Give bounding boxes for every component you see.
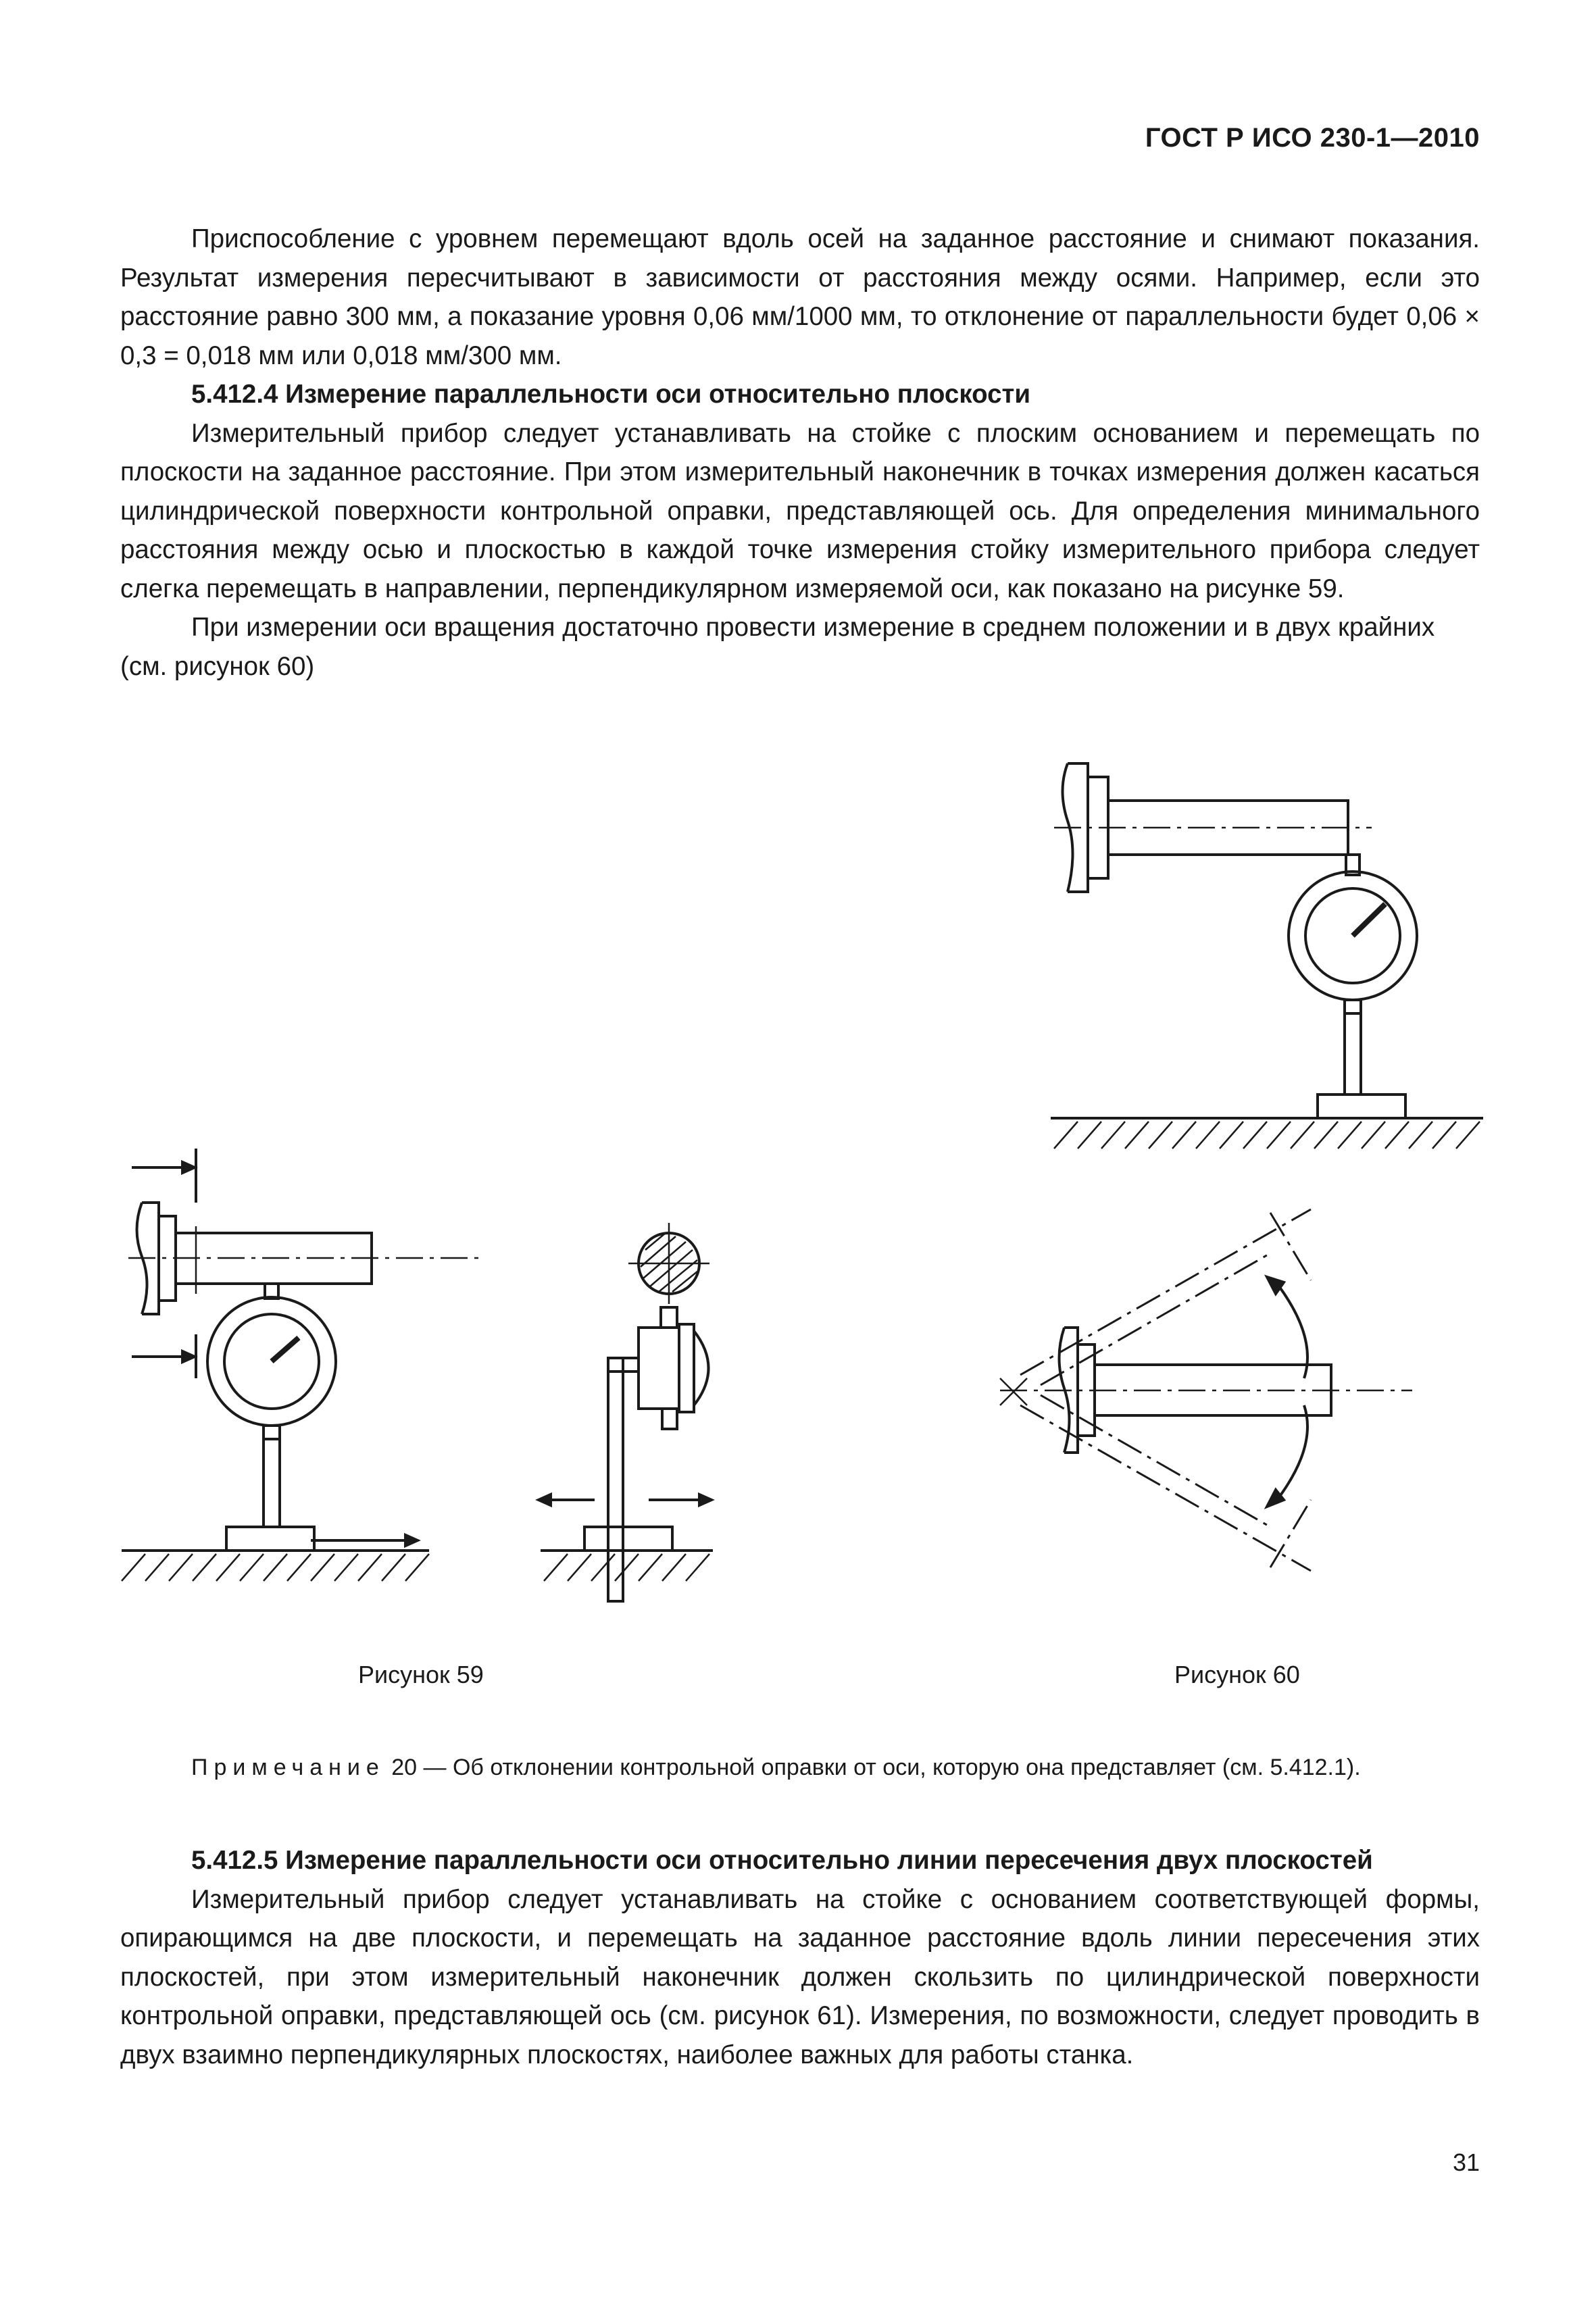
note-text: 20 — Об отклонении контрольной оправки от оси, которую она представляет (см. 5.412.1). <box>391 1755 1361 1780</box>
heading-5-412-5: 5.412.5 Измерение параллельности оси относительно линии пересечения двух плоскостей <box>191 1846 1373 1875</box>
bottom-text-block <box>120 1841 1480 2074</box>
paragraph-5-412-4-a: Измерительный прибор следует устанавливать на стойке с плоским основанием и перемещать по плоскости на заданное расстояние. При этом измерительный наконечник в точках измерения должен касаться цилиндрической поверхности контрольной оправки, представляющей ось. Для определения минимального расстояния между осью и плоскостью в каждой точке измерения стойку измерительного прибора следует слегка перемещать в направлении, перпендикулярном измеряемой оси, как показано на рисунке 59. <box>120 418 1480 603</box>
figure-60-rotation-drawing <box>993 1203 1432 1581</box>
document-code-header: ГОСТ Р ИСО 230-1—2010 <box>1145 123 1480 153</box>
figure-60-indicator-drawing <box>1041 757 1493 1162</box>
figure-59-side-view <box>527 1284 743 1608</box>
heading-5-412-4: 5.412.4 Измерение параллельности оси относительно плоскости <box>191 380 1031 409</box>
paragraph-5-412-4-b: При измерении оси вращения достаточно провести измерение в среднем положении и в двух крайних (см. рисунок 60) <box>120 613 1435 681</box>
note-block <box>120 1750 1480 1785</box>
figure-60-caption: Рисунок 60 <box>1174 1661 1300 1688</box>
figure-59-caption: Рисунок 59 <box>358 1661 484 1688</box>
page-number: 31 <box>1452 2148 1480 2176</box>
paragraph-level-device: Приспособление с уровнем перемещают вдоль осей на заданное расстояние и снимают показания. Результат измерения пересчитывают в зависимости от расстояния между осями. Например, если это расстояние равно 300 мм, а показание уровня 0,06 мм/1000 мм, то отклонение от параллельности будет 0,06 × 0,3 = 0,018 мм или 0,018 мм/300 мм. <box>120 224 1480 370</box>
top-text-block <box>120 220 1480 686</box>
paragraph-5-412-5: Измерительный прибор следует устанавливать на стойке с основанием соответствующей формы, опирающимся на две плоскости, и перемещать на заданное расстояние вдоль линии пересечения этих плоскостей, при этом измерительный наконечник должен скользить по цилиндрической поверхности контрольной оправки, представляющей ось (см. рисунок 61). Измерения, по возможности, следует проводить в двух взаимно перпендикулярных плоскостях, наиболее важных для работы станка. <box>120 1884 1480 2069</box>
note-label: Примечание <box>191 1755 385 1780</box>
